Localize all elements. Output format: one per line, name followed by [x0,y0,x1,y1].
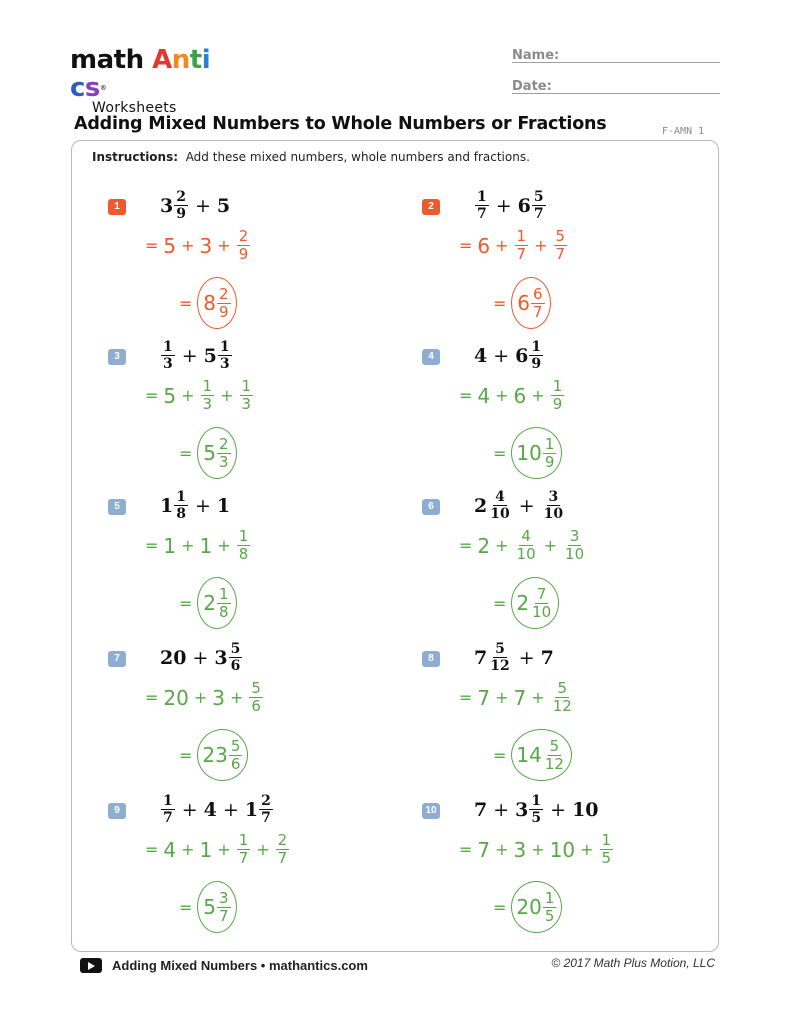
whole-number: 14 [516,743,542,767]
equals-sign: = [179,745,193,765]
operator-plus: + [192,646,209,669]
denominator: 3 [241,395,252,413]
denominator: 7 [261,810,271,826]
fraction [259,794,273,825]
equals-sign: = [179,443,193,463]
whole-number: 8 [203,291,216,315]
numerator: 2 [219,284,229,303]
work-step [140,833,290,866]
denominator: 6 [230,754,241,773]
fraction [543,888,557,925]
problem-number-badge: 4 [422,349,440,365]
problem-question [474,340,544,371]
problem-number-badge: 2 [422,199,440,215]
numerator: 3 [548,489,559,505]
operator-plus: + [531,688,545,707]
final-answer [488,577,559,629]
logo-letter: c [70,73,85,103]
whole-number: 2 [477,533,491,558]
operator-plus: + [181,840,195,859]
denominator: 8 [176,506,186,522]
fraction [554,229,568,262]
work-step [454,379,565,412]
operator-plus: + [534,236,548,255]
fraction [529,794,543,825]
operator-plus: + [217,536,231,555]
numerator: 2 [219,434,229,453]
whole-number: 4 [474,344,488,367]
operator-plus: + [194,194,211,217]
whole-number: 7 [477,685,491,710]
equals-sign: = [493,593,507,613]
operator-plus: + [222,798,239,821]
whole-number: 7 [540,646,554,669]
denominator: 7 [533,302,543,321]
problem-number-badge: 10 [422,803,440,819]
operator-plus: + [256,840,270,859]
final-answer [174,277,237,329]
whole-number: 5 [163,383,177,408]
denominator: 5 [544,906,555,925]
fraction [542,490,565,521]
logo-letter: t [189,45,202,75]
logo-letter: A [152,45,172,75]
denominator: 3 [219,452,229,471]
final-answer [174,881,237,933]
operator-plus: + [193,688,208,707]
fraction [229,736,243,773]
operator-plus: + [220,386,234,405]
denominator: 9 [219,302,229,321]
operator-plus: + [518,646,535,669]
fraction [563,529,586,562]
final-answer [488,277,551,329]
equals-sign: = [493,897,507,917]
equals-sign: = [179,593,193,613]
whole-number: 20 [516,895,542,919]
fraction [237,529,251,562]
numerator: 1 [601,831,612,849]
whole-number: 3 [199,233,213,258]
logo-letter: i [201,45,211,75]
work-step [140,681,264,714]
denominator: 9 [531,356,542,372]
fraction [161,794,175,825]
denominator: 3 [219,356,230,372]
whole-number: 1 [244,798,259,821]
whole-number: 1 [199,533,213,558]
numerator: 5 [557,679,567,697]
operator-plus: + [493,344,510,367]
date-field[interactable] [512,75,720,94]
problem-number-badge: 1 [108,199,126,215]
final-answer [488,729,572,781]
operator-plus: + [543,536,558,555]
numerator: 5 [549,736,560,755]
numerator: 5 [230,736,241,755]
whole-number: 2 [516,591,530,615]
final-answer [174,577,237,629]
problem-question [474,490,566,521]
answer-circle [511,277,551,329]
whole-number: 7 [474,646,488,669]
operator-plus: + [493,798,510,821]
footer-link[interactable] [80,958,368,973]
whole-number: 10 [516,441,542,465]
operator-plus: + [495,194,512,217]
denominator: 5 [601,849,612,867]
fraction [174,190,188,221]
play-icon [80,958,102,973]
problem-question [160,340,233,371]
fraction [217,584,231,621]
numerator: 1 [202,377,213,395]
answer-circle [511,577,559,629]
numerator: 4 [521,527,531,545]
fraction [515,529,538,562]
problem-question [474,642,554,673]
equals-sign: = [145,840,159,859]
whole-number: 4 [163,837,177,862]
answer-circle [511,881,562,933]
whole-number: 3 [212,685,225,710]
work-step [140,379,254,412]
numerator: 1 [531,793,542,809]
problem-3 [108,339,408,489]
operator-plus: + [181,798,198,821]
equals-sign: = [145,236,159,255]
equals-sign: = [145,688,159,707]
numerator: 1 [477,189,487,205]
numerator: 5 [251,679,261,697]
fraction [488,490,511,521]
operator-plus: + [495,386,509,405]
numerator: 5 [533,189,544,205]
denominator: 7 [477,206,487,222]
numerator: 1 [163,339,173,355]
operator-plus: + [181,344,198,367]
fraction [217,284,231,321]
fraction [161,340,175,371]
whole-number: 23 [202,743,228,767]
numerator: 5 [555,227,566,245]
denominator: 3 [163,356,173,372]
fraction [229,642,243,673]
equals-sign: = [179,897,193,917]
final-answer [174,729,248,781]
math-antics-logo [70,45,220,116]
operator-plus: + [181,386,195,405]
operator-plus: + [580,840,594,859]
fraction [530,584,553,621]
problem-number-badge: 8 [422,651,440,667]
denominator: 10 [516,545,536,563]
fraction [276,833,290,866]
logo-letter: n [171,45,190,75]
operator-plus: + [495,688,509,707]
answer-circle [197,729,248,781]
fraction [551,379,565,412]
whole-number: 10 [572,798,599,821]
denominator: 6 [251,697,261,715]
equals-sign: = [179,293,193,313]
fraction [201,379,215,412]
numerator: 6 [533,284,543,303]
fraction [488,642,511,673]
work-step [140,529,251,562]
fraction [529,340,543,371]
numerator: 1 [531,339,542,355]
denominator: 10 [565,545,585,563]
whole-number: 3 [214,646,228,669]
work-step [454,529,587,562]
equals-sign: = [459,840,473,859]
numerator: 3 [569,527,580,545]
fraction [543,434,557,471]
fraction [217,434,231,471]
denominator: 5 [531,810,542,826]
problem-question [160,490,230,521]
operator-plus: + [495,536,509,555]
denominator: 7 [219,906,229,925]
problem-number-badge: 3 [108,349,126,365]
whole-number: 5 [203,344,217,367]
fraction [532,190,546,221]
answer-circle [197,577,237,629]
whole-number: 6 [517,291,530,315]
date-label: Date: [512,79,552,94]
equals-sign: = [459,536,473,555]
operator-plus: + [181,536,195,555]
final-answer [174,427,237,479]
operator-plus: + [194,494,211,517]
numerator: 5 [230,641,241,657]
operator-plus: + [531,386,545,405]
fraction [218,340,232,371]
answer-circle [511,729,572,781]
equals-sign: = [459,236,473,255]
final-answer [488,427,562,479]
work-step [454,681,575,714]
whole-number: 3 [513,837,527,862]
problem-question [160,642,243,673]
problem-number-badge: 5 [108,499,126,515]
operator-plus: + [531,840,545,859]
numerator: 2 [176,189,186,205]
numerator: 1 [238,527,249,545]
operator-plus: + [181,236,195,255]
equals-sign: = [145,386,159,405]
operator-plus: + [495,840,509,859]
equals-sign: = [145,536,159,555]
work-step [454,833,614,866]
whole-number: 5 [203,895,216,919]
whole-number: 1 [216,494,231,517]
name-label: Name: [512,48,560,63]
denominator: 8 [219,602,229,621]
instructions-text: Add these mixed numbers, whole numbers and fractions. [185,150,530,164]
equals-sign: = [493,745,507,765]
denominator: 7 [516,245,527,263]
problem-8 [422,641,722,791]
denominator: 6 [230,658,241,674]
fraction [240,379,254,412]
problem-2 [422,189,722,339]
logo-letter: s [84,73,100,103]
fraction [600,833,614,866]
numerator: 1 [219,339,230,355]
numerator: 2 [238,227,249,245]
numerator: 1 [163,793,173,809]
equals-sign: = [493,443,507,463]
instructions [92,150,530,164]
numerator: 1 [176,489,186,505]
numerator: 4 [495,489,505,505]
denominator: 7 [238,849,249,867]
problem-4 [422,339,722,489]
numerator: 1 [238,831,249,849]
whole-number: 6 [477,233,491,258]
numerator: 1 [552,377,563,395]
whole-number: 5 [203,441,216,465]
whole-number: 7 [477,837,491,862]
work-step [140,229,251,262]
whole-number: 7 [474,798,488,821]
denominator: 10 [490,506,510,522]
fraction [551,681,574,714]
operator-plus: + [217,840,231,859]
denominator: 9 [544,452,555,471]
work-step [454,229,568,262]
whole-number: 3 [515,798,529,821]
whole-number: 1 [160,494,174,517]
numerator: 1 [544,434,555,453]
copyright: © 2017 Math Plus Motion, LLC [551,956,715,970]
whole-number: 20 [160,646,187,669]
denominator: 12 [490,658,510,674]
whole-number: 1 [163,533,177,558]
logo-word-math: math [70,45,144,75]
whole-number: 2 [203,591,216,615]
footer-left-text: Adding Mixed Numbers • mathantics.com [112,958,368,973]
denominator: 7 [533,206,544,222]
name-field[interactable] [512,44,720,63]
fraction [249,681,263,714]
fraction [237,833,251,866]
operator-plus: + [217,236,231,255]
whole-number: 4 [477,383,491,408]
numerator: 3 [219,888,229,907]
operator-plus: + [230,688,244,707]
numerator: 7 [536,584,547,603]
problem-question [160,190,230,221]
whole-number: 5 [163,233,177,258]
answer-circle [197,427,237,479]
numerator: 1 [219,584,229,603]
numerator: 5 [495,641,505,657]
instructions-label: Instructions: [92,150,179,164]
problem-question [474,794,599,825]
whole-number: 20 [163,685,189,710]
whole-number: 6 [515,344,529,367]
operator-plus: + [495,236,509,255]
problem-number-badge: 6 [422,499,440,515]
problem-10 [422,793,722,943]
numerator: 1 [544,888,555,907]
whole-number: 5 [216,194,231,217]
whole-number: 4 [203,798,217,821]
denominator: 9 [552,395,563,413]
problem-9 [108,793,408,943]
worksheet-code: F-AMN 1 [662,126,705,137]
operator-plus: + [518,494,535,517]
answer-circle [197,881,237,933]
problem-question [474,190,547,221]
fraction [475,190,489,221]
denominator: 7 [163,810,173,826]
denominator: 10 [532,602,552,621]
registered-mark: ® [99,84,107,92]
whole-number: 1 [199,837,213,862]
fraction [174,490,188,521]
whole-number: 6 [517,194,531,217]
fraction [217,888,231,925]
denominator: 7 [555,245,566,263]
whole-number: 3 [160,194,174,217]
whole-number: 10 [549,837,576,862]
fraction [543,736,566,773]
problem-number-badge: 9 [108,803,126,819]
denominator: 8 [238,545,249,563]
problem-number-badge: 7 [108,651,126,667]
problem-question [160,794,274,825]
equals-sign: = [493,293,507,313]
denominator: 9 [238,245,249,263]
numerator: 1 [516,227,527,245]
equals-sign: = [459,386,473,405]
worksheet-title: Adding Mixed Numbers to Whole Numbers or Fractions [74,114,607,134]
fraction [531,284,545,321]
problem-6 [422,489,722,639]
equals-sign: = [459,688,473,707]
answer-circle [511,427,562,479]
denominator: 3 [202,395,213,413]
final-answer [488,881,562,933]
answer-circle [197,277,237,329]
whole-number: 2 [474,494,488,517]
problem-7 [108,641,408,791]
whole-number: 6 [513,383,527,408]
problem-5 [108,489,408,639]
fraction [515,229,529,262]
denominator: 10 [543,506,564,522]
numerator: 2 [261,793,271,809]
numerator: 2 [277,831,288,849]
denominator: 9 [176,206,186,222]
denominator: 7 [277,849,288,867]
denominator: 12 [552,697,572,715]
numerator: 1 [241,377,252,395]
whole-number: 7 [513,685,527,710]
problem-1 [108,189,408,339]
operator-plus: + [550,798,567,821]
fraction [237,229,251,262]
denominator: 12 [544,754,564,773]
logo-subtitle: Worksheets [92,100,177,116]
